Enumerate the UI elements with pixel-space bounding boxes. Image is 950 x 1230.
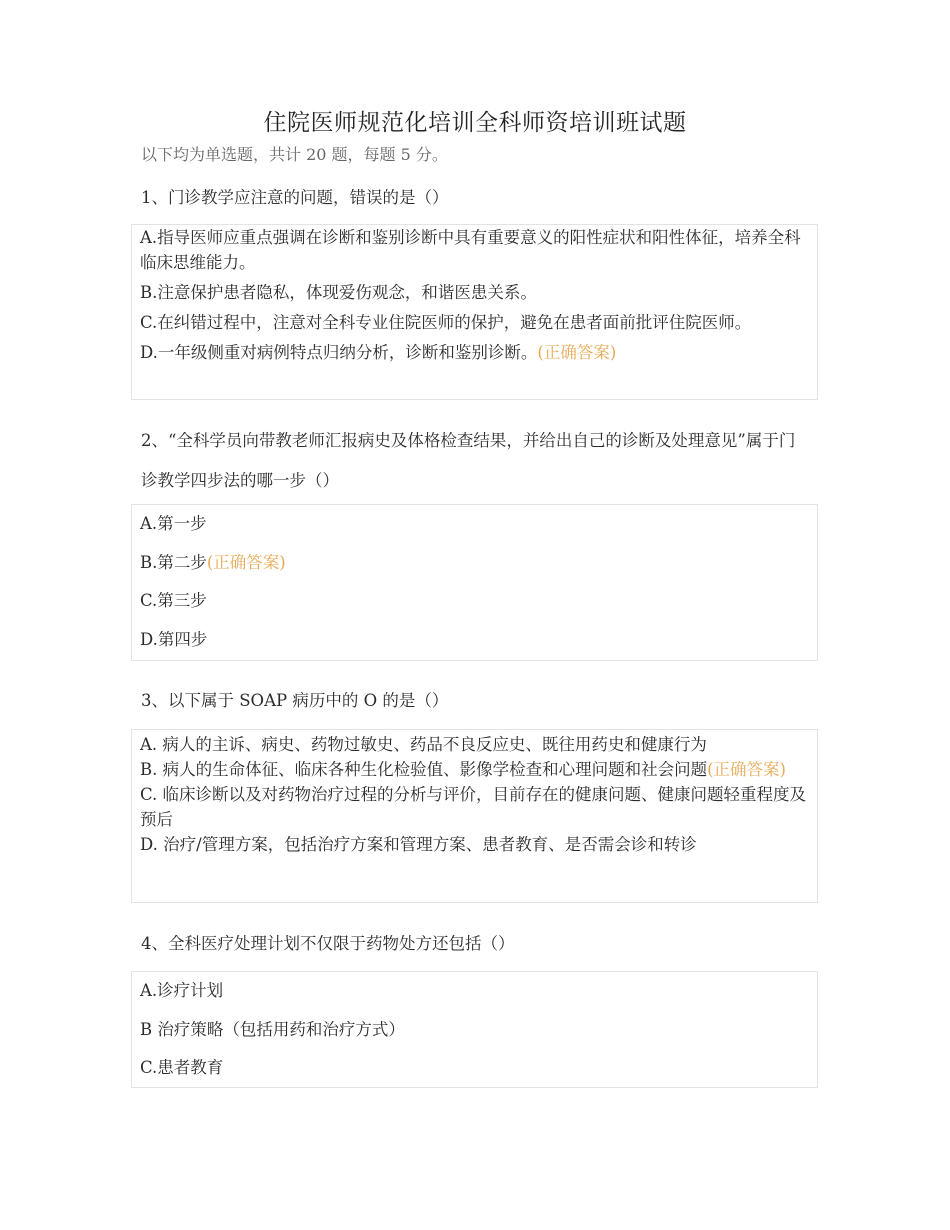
question-2-option-a[interactable] [140,505,809,544]
question-3-options [131,729,818,903]
option-text: D. 治疗/管理方案，包括治疗方案和管理方案、患者教育、是否需会诊和转诊 [140,835,697,854]
question-4-option-a[interactable] [140,972,809,1011]
question-2-option-b[interactable] [140,544,809,583]
question-1-option-a[interactable] [140,225,809,275]
question-4-option-c[interactable] [140,1049,809,1088]
option-text: C.在纠错过程中，注意对全科专业住院医师的保护，避免在患者面前批评住院医师。 [140,313,752,332]
question-2-option-c[interactable] [140,582,809,621]
page-subtitle: 以下均为单选题，共计 20 题，每题 5 分。 [141,145,448,164]
correct-answer-mark: (正确答案) [537,343,617,362]
correct-answer-mark: (正确答案) [707,760,786,779]
question-4-stem: 4、全科医疗处理计划不仅限于药物处方还包括（） [141,934,515,953]
question-1-options [131,224,818,400]
question-3-option-c[interactable] [140,782,809,832]
question-2-option-d[interactable] [140,621,809,660]
question-4-option-b[interactable] [140,1011,809,1050]
option-text: A.诊疗计划 [140,981,224,1000]
option-text: A. 病人的主诉、病史、药物过敏史、药品不良反应史、既往用药史和健康行为 [140,735,707,754]
question-3-option-b[interactable] [140,757,809,782]
question-1-stem: 1、门诊教学应注意的问题，错误的是（） [141,188,449,207]
question-2-stem: 2、“全科学员向带教老师汇报病史及体格检查结果，并给出自己的诊断及处理意见”属于门诊教学四步法的哪一步（） [141,431,796,490]
question-3-option-a[interactable] [140,732,809,757]
question-1-option-b[interactable] [140,280,809,305]
option-text: C. 临床诊断以及对药物治疗过程的分析与评价，目前存在的健康问题、健康问题轻重程度及预后 [140,785,807,829]
page-title: 住院医师规范化培训全科师资培训班试题 [263,110,687,136]
question-2-options [131,504,818,661]
option-text: C.第三步 [140,591,207,610]
option-text: C.患者教育 [140,1058,224,1077]
question-3-stem: 3、以下属于 SOAP 病历中的 O 的是（） [141,691,449,710]
option-text: D.一年级侧重对病例特点归纳分析，诊断和鉴别诊断。 [140,343,538,362]
question-1-option-c[interactable] [140,310,809,335]
question-3-option-d[interactable] [140,832,809,857]
question-1-option-d[interactable] [140,340,809,365]
question-4-options [131,971,818,1088]
option-text: B. 病人的生命体征、临床各种生化检验值、影像学检查和心理问题和社会问题 [140,760,708,779]
option-text: B.第二步 [140,552,207,572]
option-text: D.第四步 [140,629,208,649]
correct-answer-mark: (正确答案) [206,552,286,572]
option-text: A.指导医师应重点强调在诊断和鉴别诊断中具有重要意义的阳性症状和阳性体征，培养全科临床思维能力。 [140,228,801,272]
option-text: B 治疗策略（包括用药和治疗方式） [140,1019,405,1039]
option-text: A.第一步 [140,514,207,533]
option-text: B.注意保护患者隐私，体现爱伤观念，和谐医患关系。 [140,283,537,302]
